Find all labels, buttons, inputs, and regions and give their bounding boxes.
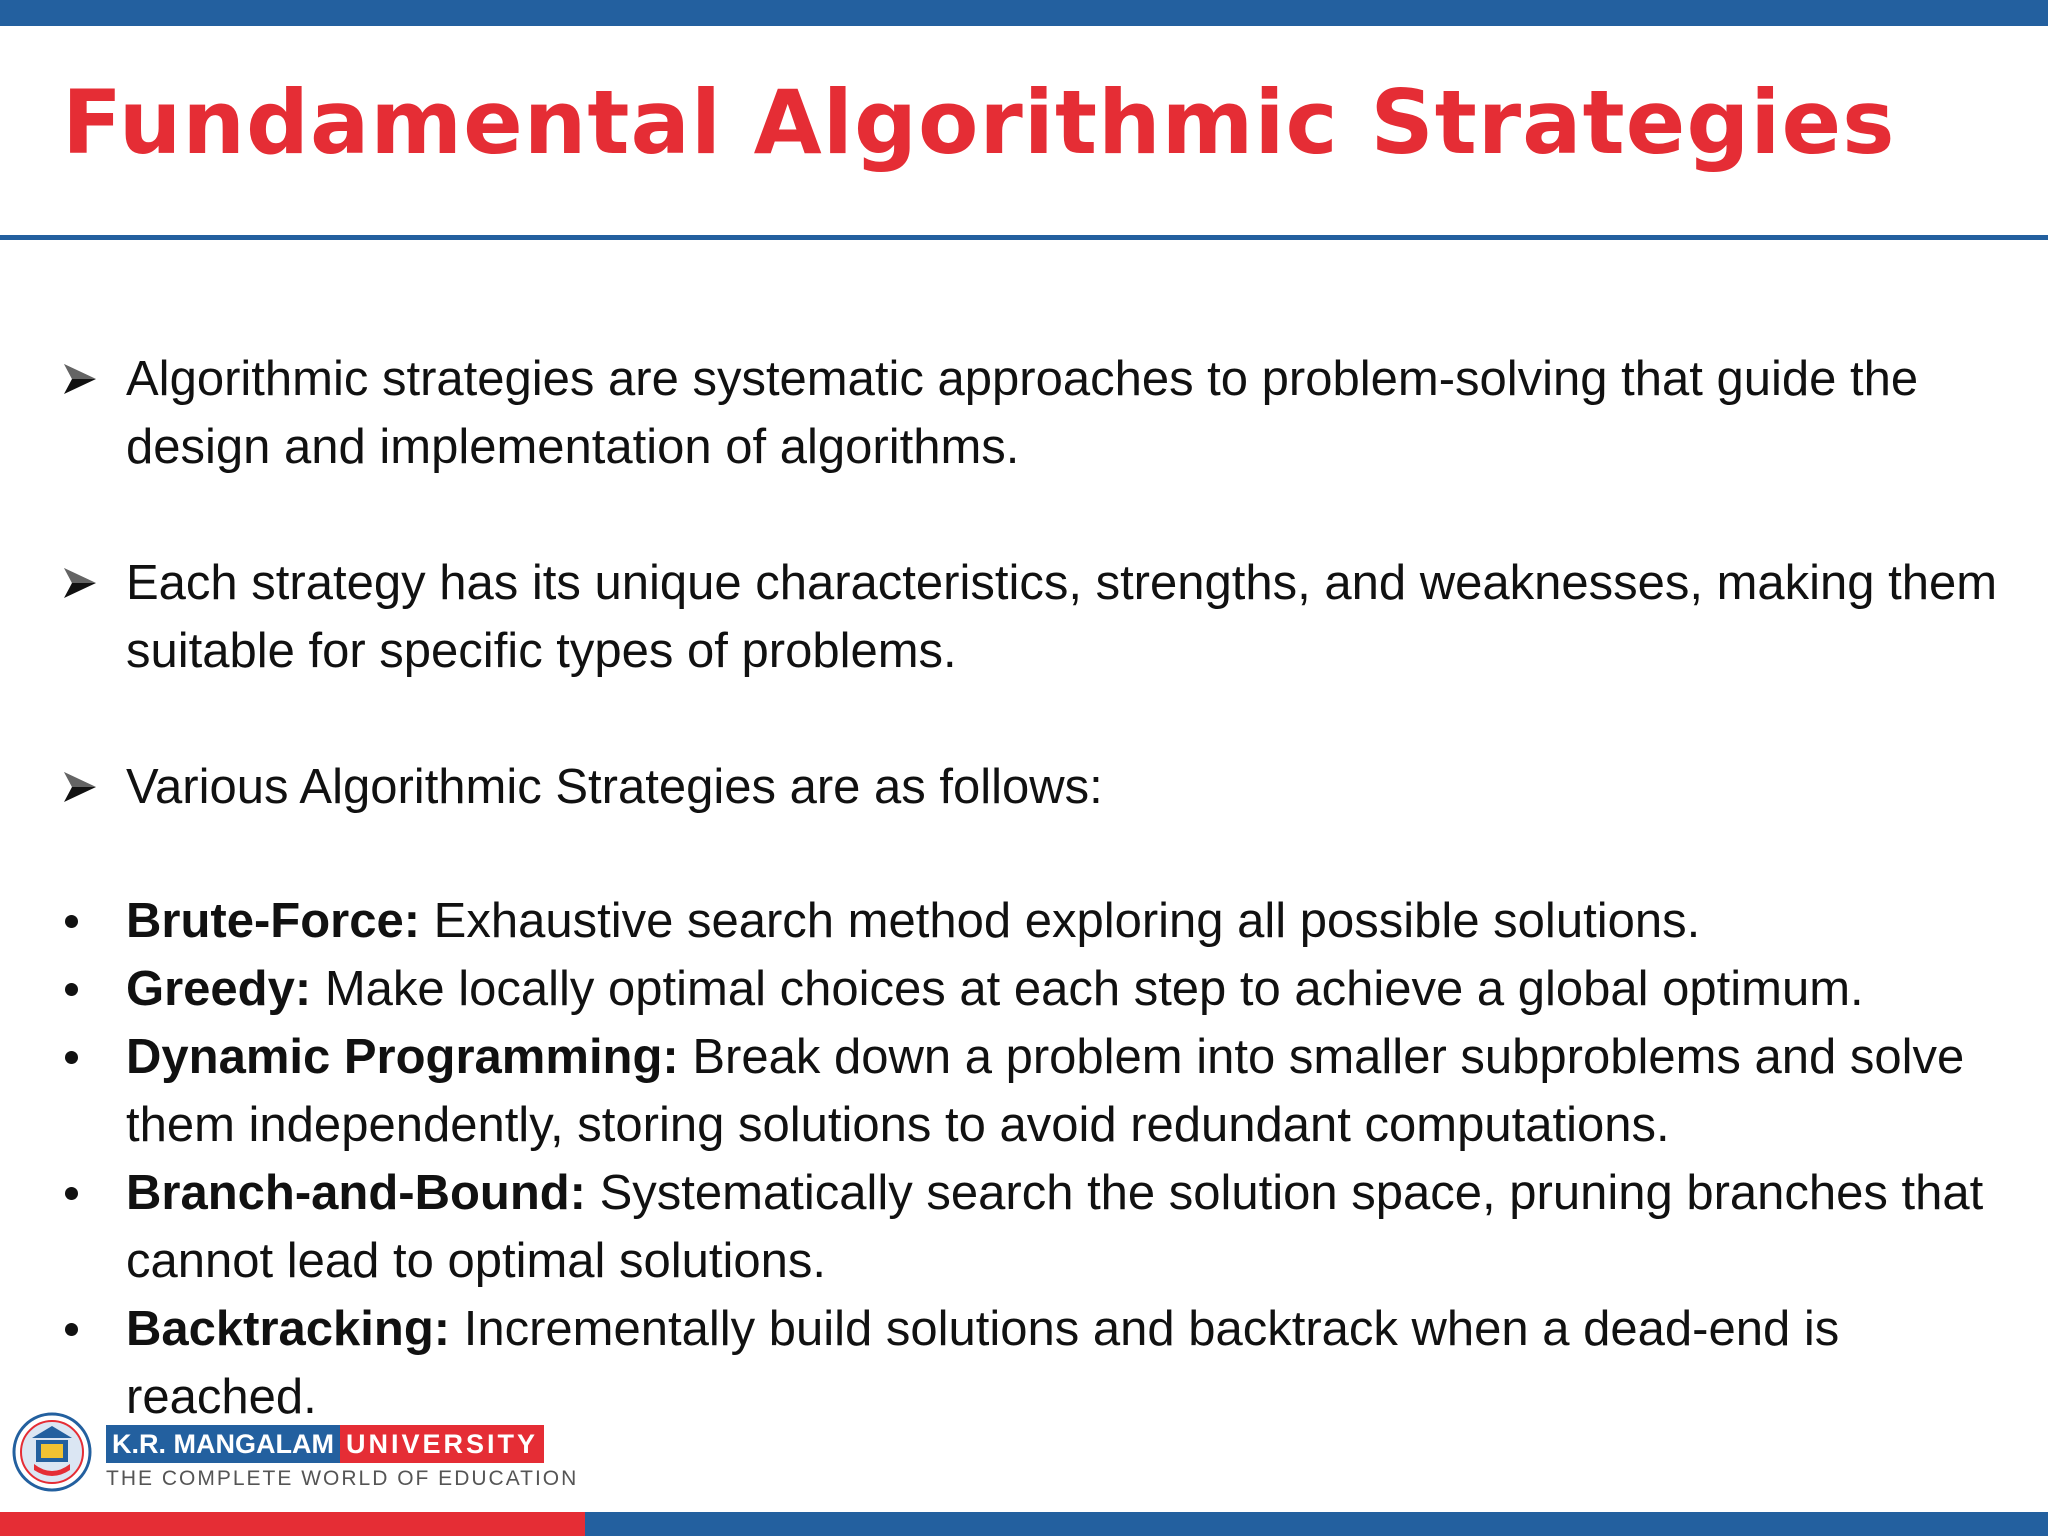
- strategy-list: [62, 887, 2002, 1431]
- strategy-item-greedy: [62, 955, 2002, 1023]
- slide-content: [62, 345, 2002, 1431]
- logo-wordmark: [106, 1425, 544, 1463]
- intro-point: [62, 345, 2002, 481]
- strategies-intro-point: [62, 753, 2002, 821]
- round-bullet-icon: [65, 1051, 78, 1064]
- strategy-term: Greedy:: [126, 962, 312, 1016]
- logo-university: UNIVERSITY: [340, 1425, 544, 1463]
- point-text: Algorithmic strategies are systematic approaches to problem-solving that guide the design and implementation of algorithms.: [126, 352, 1919, 474]
- round-bullet-icon: [65, 983, 78, 996]
- round-bullet-icon: [65, 1323, 78, 1336]
- bottom-accent-red: [0, 1512, 585, 1536]
- arrowhead-bullet-icon: [62, 345, 102, 413]
- strategy-description: Break down a problem into smaller subproblems and solve them independently, storing solutions to avoid redundant computations.: [126, 1030, 1965, 1152]
- bottom-accent-blue: [585, 1512, 2048, 1536]
- round-bullet-icon: [65, 915, 78, 928]
- strategy-term: Backtracking:: [126, 1302, 451, 1356]
- strategy-description: Systematically search the solution space, pruning branches that cannot lead to optimal solutions.: [126, 1166, 1984, 1288]
- strategy-description: Make locally optimal choices at each step to achieve a global optimum.: [324, 962, 1864, 1016]
- strategy-item-dynamic-programming: [62, 1023, 2002, 1159]
- round-bullet-icon: [65, 1187, 78, 1200]
- top-accent-bar: [0, 0, 2048, 26]
- slide-title: Fundamental Algorithmic Strategies: [62, 71, 1896, 174]
- strategy-term: Dynamic Programming:: [126, 1030, 679, 1084]
- logo-name: K.R. MANGALAM: [106, 1425, 340, 1463]
- strategy-description: Exhaustive search method exploring all possible solutions.: [433, 894, 1701, 948]
- strategy-term: Brute-Force:: [126, 894, 421, 948]
- arrowhead-bullet-icon: [62, 549, 102, 617]
- strategy-description: Incrementally build solutions and backtrack when a dead-end is reached.: [126, 1302, 1840, 1424]
- strategy-term: Branch-and-Bound:: [126, 1166, 586, 1220]
- point-text: Each strategy has its unique characteristics, strengths, and weaknesses, making them suitable for specific types of problems.: [126, 556, 1998, 678]
- point-text: Various Algorithmic Strategies are as follows:: [126, 760, 1103, 814]
- university-seal-icon: [12, 1412, 92, 1492]
- logo-tagline: THE COMPLETE WORLD OF EDUCATION: [106, 1467, 579, 1490]
- strategy-item-branch-and-bound: [62, 1159, 2002, 1295]
- university-logo: [12, 1410, 579, 1494]
- characteristics-point: [62, 549, 2002, 685]
- title-divider: [0, 235, 2048, 240]
- arrowhead-bullet-icon: [62, 753, 102, 821]
- strategy-item-brute-force: [62, 887, 2002, 955]
